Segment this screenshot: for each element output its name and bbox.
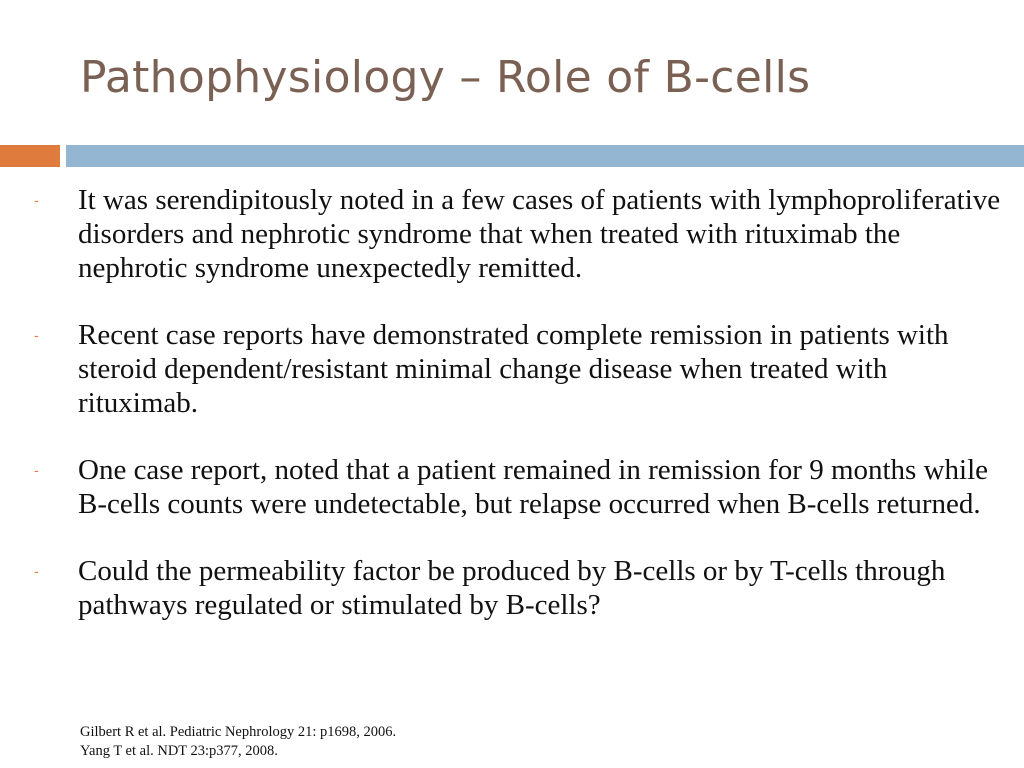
- bullet-item: [34, 554, 1009, 622]
- bullet-text: One case report, noted that a patient remained in remission for 9 months while B-cells counts were undetectable, but relapse occurred when B-cells returned.: [78, 454, 989, 520]
- title-accent-bar: [0, 145, 60, 167]
- bullet-text: It was serendipitously noted in a few cases of patients with lymphoproliferative disorders and nephrotic syndrome that when treated with rituximab the nephrotic syndrome unexpectedly remitted.: [78, 184, 1001, 284]
- bullet-item: [34, 453, 1009, 521]
- bullet-marker: -: [34, 563, 39, 579]
- bullet-text: Could the permeability factor be produced by B-cells or by T-cells through pathways regulated or stimulated by B-cells?: [78, 555, 946, 621]
- bullet-item: [34, 183, 1009, 285]
- slide-title: Pathophysiology – Role of B-cells: [80, 52, 811, 103]
- reference-line: Yang T et al. NDT 23:p377, 2008.: [80, 743, 278, 759]
- reference-line: Gilbert R et al. Pediatric Nephrology 21: p1698, 2006.: [80, 724, 397, 740]
- bullet-marker: -: [34, 462, 39, 478]
- bullet-text: Recent case reports have demonstrated complete remission in patients with steroid dependent/resistant minimal change disease when treated with rituximab.: [78, 319, 949, 419]
- bullet-list: [34, 183, 1009, 655]
- bullet-marker: -: [34, 327, 39, 343]
- title-divider-bar: [66, 145, 1024, 167]
- bullet-item: [34, 318, 1009, 420]
- references: [80, 723, 396, 761]
- bullet-marker: -: [34, 192, 39, 208]
